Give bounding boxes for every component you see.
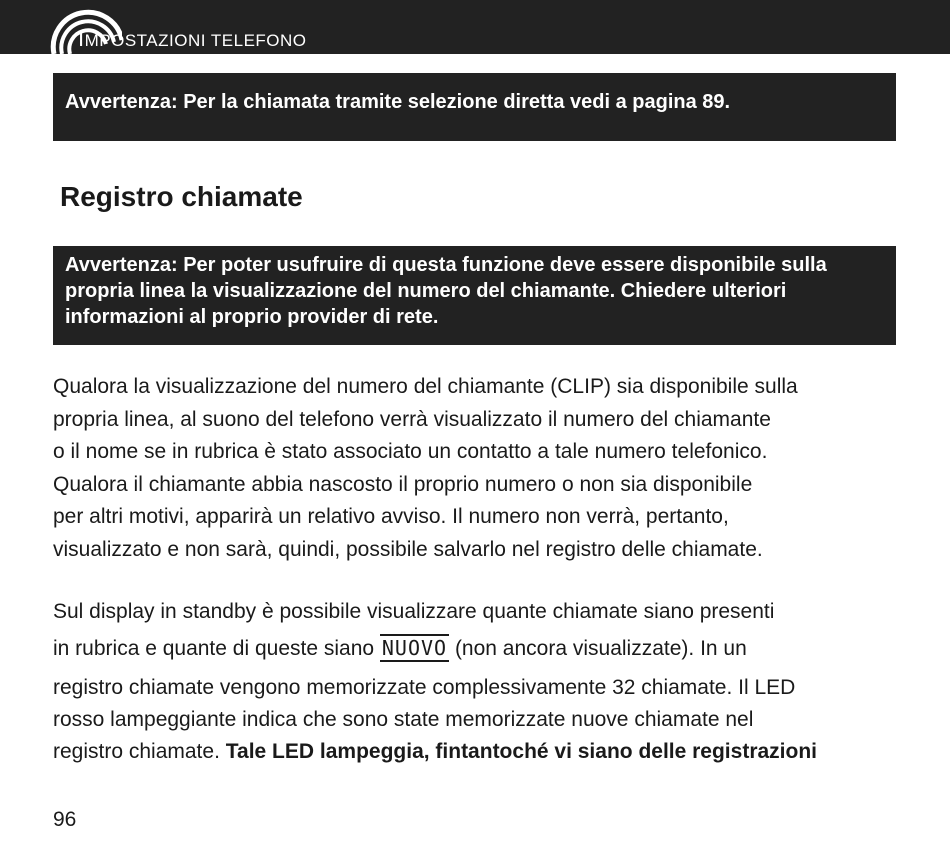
paragraph-line: propria linea, al suono del telefono verrà visualizzato il numero del chiamante: [53, 407, 771, 431]
text-segment: (non ancora visualizzate). In un: [449, 637, 747, 660]
text-segment: registro chiamate.: [53, 740, 226, 763]
notice-clip-requirement: Avvertenza: Per poter usufruire di questa funzione deve essere disponibile sulla propria linea la visualizzazione del numero del chiamante. Chiedere ulteriori informazioni al proprio provider di rete.: [53, 246, 896, 345]
paragraph-line: [53, 630, 913, 667]
paragraph-line: per altri motivi, apparirà un relativo avviso. Il numero non verrà, pertanto,: [53, 505, 729, 528]
header-bar: [0, 0, 950, 54]
paragraph-line: Qualora la visualizzazione del numero del chiamante (CLIP) sia disponibile sulla: [53, 375, 798, 398]
paragraph-clip-description: [53, 371, 913, 566]
page-number: 96: [53, 808, 77, 831]
paragraph-line: rosso lampeggiante indica che sono state memorizzate nuove chiamate nel: [53, 708, 754, 731]
paragraph-standby-display: [53, 593, 913, 667]
display-word-nuovo: NUOVO: [381, 636, 448, 660]
paragraph-line: visualizzato e non sarà, quindi, possibile salvarlo nel registro delle chiamate.: [53, 537, 763, 561]
header-title: [78, 26, 307, 52]
header-title-rest: MPOSTAZIONI TELEFONO: [84, 31, 307, 50]
paragraph-line: registro chiamate vengono memorizzate complessivamente 32 chiamate. Il LED: [53, 676, 796, 699]
paragraph-line: Sul display in standby è possibile visualizzare quante chiamate siano presenti: [53, 600, 775, 623]
text-segment: in rubrica e quante di queste siano: [53, 637, 380, 660]
paragraph-line: [53, 736, 913, 768]
paragraph-call-log: [53, 672, 913, 768]
section-heading: Registro chiamate: [60, 181, 303, 212]
bold-text-segment: Tale LED lampeggia, fintantoché vi siano delle registrazioni: [225, 740, 817, 763]
paragraph-line: o il nome se in rubrica è stato associato un contatto a tale numero telefonico.: [53, 440, 768, 463]
header-title-initial: I: [78, 26, 85, 51]
paragraph-line: Qualora il chiamante abbia nascosto il proprio numero o non sia disponibile: [53, 472, 753, 496]
notice-direct-dial: Avvertenza: Per la chiamata tramite selezione diretta vedi a pagina 89.: [53, 73, 896, 141]
